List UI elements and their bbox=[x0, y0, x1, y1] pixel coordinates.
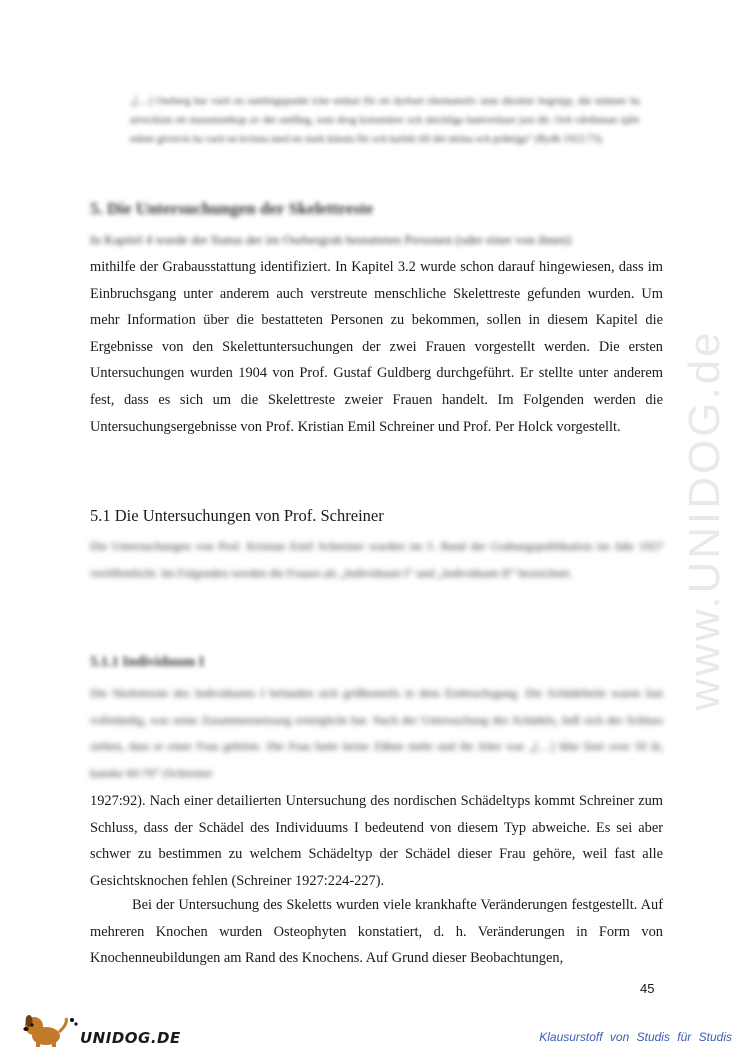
logo-text: UNIDOG.DE bbox=[80, 1029, 181, 1047]
paragraph-findings: Bei der Untersuchung des Skeletts wurden viele krankhafte Veränderungen festgestellt. Auf mehreren Knochen wurden Osteophyten konstatiert, d. h. Veränderungen in Form von Knochenneubildungen am Rand des Knochens. Auf Grund dieser Beobachtungen, bbox=[90, 897, 663, 967]
block-quote: „[…] Oseberg har varit en samlingspunkt icke endast för ett dyrbart rikemanslív utan däralmr begrepp, där männer ha utvecklats ett massmantkap av det omfång, som drog konstnärer och skickliga hantverkare just dit. Och vårdinnan själv måste givetvis ha varit en kvinna med en stark känsla för och karlek till det sköna och präktiga“ (Rydh 1922:73). bbox=[130, 96, 640, 145]
section-heading: 5. Die Untersuchungen der Skelettreste bbox=[90, 199, 374, 218]
paragraph-blurred-line: In Kapitel 4 wurde der Status der im Osebergrab bestatteten Personen (oder einer von ihnen) bbox=[90, 232, 572, 247]
dog-icon bbox=[22, 1012, 78, 1048]
paragraph-blurred: Die Untersuchungen von Prof. Kristian Emil Schreiner wurden im 5. Band der Grabungspublikation im Jahr 1927 veröffentlicht. Im Folgenden werden die Frauen als „Individuum I“ und „Individuum II“ bezeichnet. bbox=[90, 539, 663, 580]
watermark: www.UNIDOG.de bbox=[680, 329, 729, 711]
paragraph-individual: 1927:92). Nach einer detailierten Untersuchung des nordischen Schädeltyps kommt Schreiner zum Schluss, dass der Schädel des Individuums I bedeutend von diesem Typ abweiche. Es sei aber schwer zu bestimmen zu welchem Schädeltyp der Schädel dieser Frau gehöre, weil fast alle Gesichtsknochen fehlen (Schreiner 1927:224-227). bbox=[90, 793, 663, 889]
subsection-heading: 5.1 Die Untersuchungen von Prof. Schreiner bbox=[90, 506, 384, 525]
paragraph-intro: mithilfe der Grabausstattung identifiziert. In Kapitel 3.2 wurde schon darauf hingewiesen, dass im Einbruchsgang unter anderem auch verstreute menschliche Skelettreste gefunden wurden. Um mehr Information über die bestatteten Personen zu bekommen, sollen in diesem Kapitel die Ergebnisse von den Skelettuntersuchungen der zwei Frauen vorgestellt werden. Die ersten Untersuchungen wurden 1904 von Prof. Gustaf Guldberg durchgeführt. Er stellte unter anderem fest, dass es sich um die Skelettreste zweier Frauen handelt. Im Folgenden werden die Untersuchungsergebnisse von Prof. Kristian Emil Schreiner und Prof. Per Holck vorgestellt. bbox=[90, 259, 663, 435]
unidog-logo[interactable] bbox=[22, 1012, 181, 1048]
subsubsection-heading: 5.1.1 Individuum I bbox=[90, 654, 205, 670]
footer-slogan: Klausurstoff von Studis für Studis bbox=[539, 1030, 732, 1044]
page-number: 45 bbox=[640, 981, 655, 996]
paragraph-blurred-individual: Die Skelettreste des Individuums I befanden sich größtenteils in dem Einbruchsgang. Die Schädelteile waren fast vollständig, was seine Zusammensetzung ermöglicht hat. Nach der Untersuchung des Schädels, ließ sich der Schluss ziehen, dass er einer Frau gehörte. Die Frau hatte keine Zähne mehr und ihr Alter war „[…] ikke liset over 50 år, kanske 60-70“ (Schreiner bbox=[90, 686, 663, 780]
